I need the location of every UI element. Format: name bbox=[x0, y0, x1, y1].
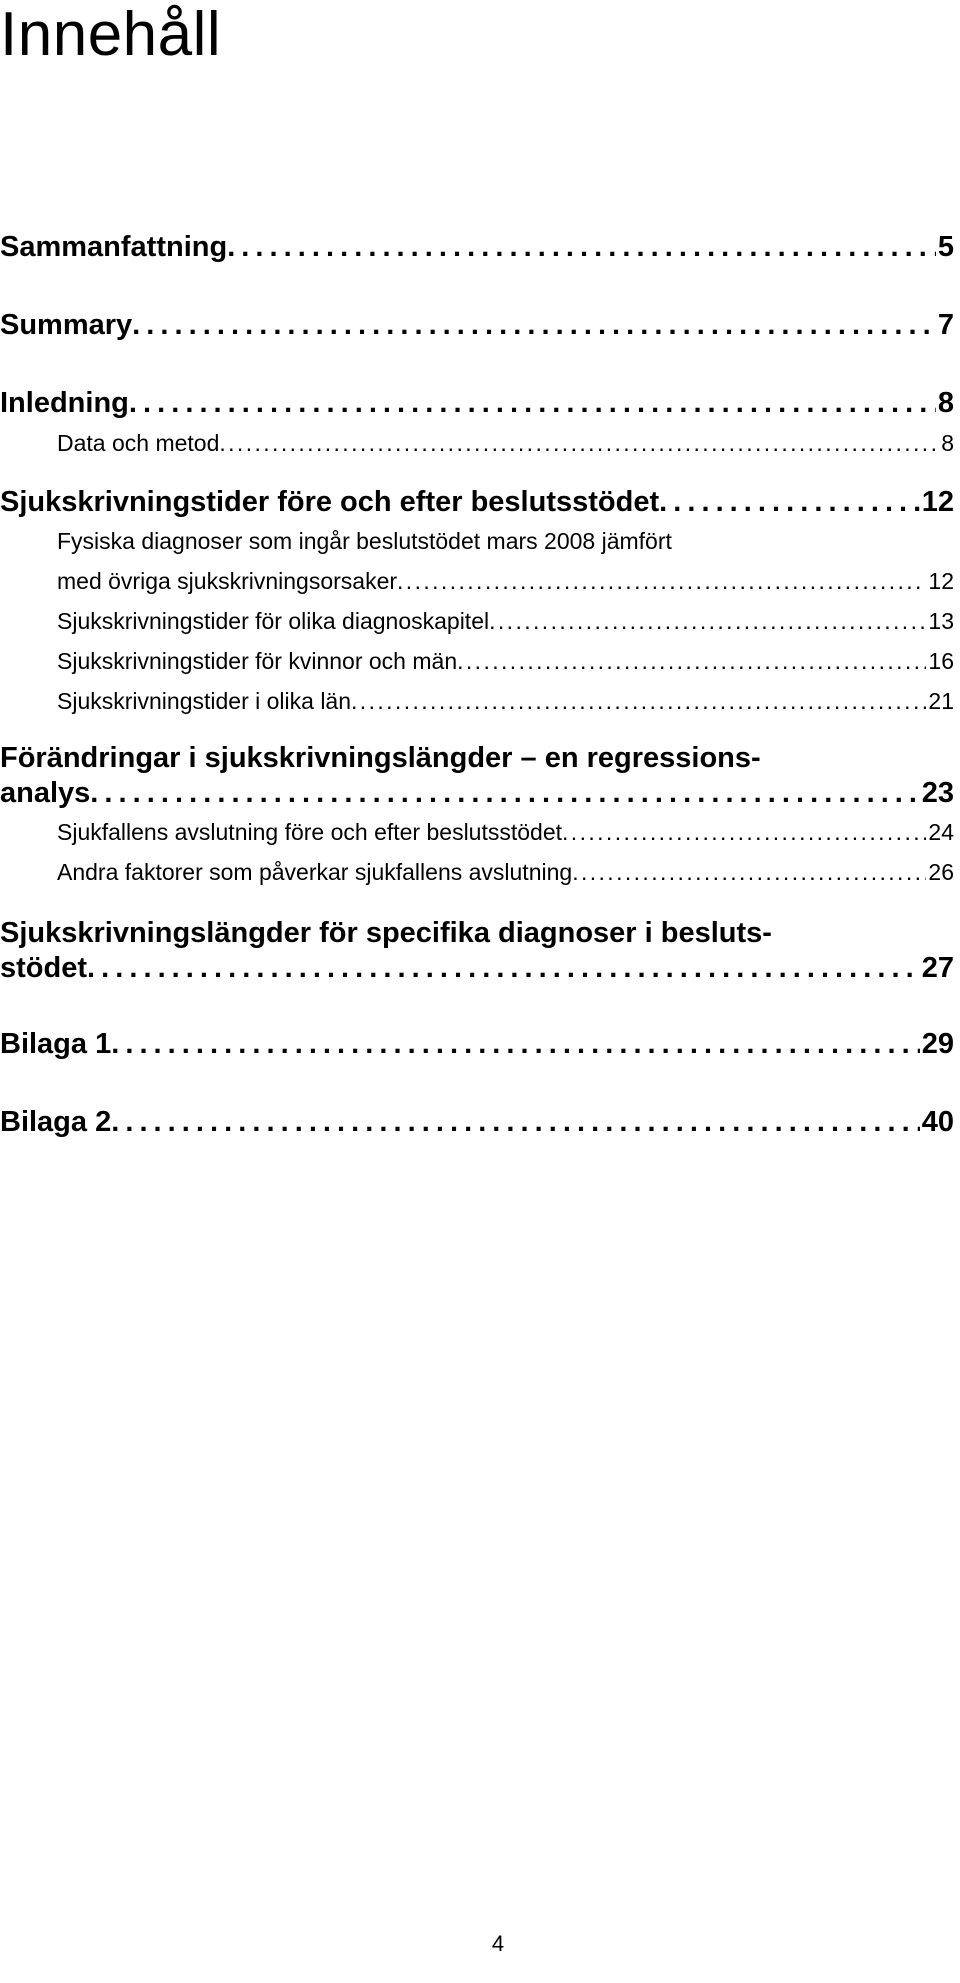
toc-dot-leader bbox=[351, 681, 926, 721]
toc-entry-title-line1: Förändringar i sjukskrivningslängder – en regressions- bbox=[0, 742, 761, 774]
toc-entry-title-line2: stödet bbox=[0, 952, 87, 984]
toc-page-number: 7 bbox=[937, 309, 954, 341]
table-of-contents bbox=[0, 230, 954, 1140]
toc-entry-sammanfattning[interactable] bbox=[0, 230, 954, 265]
toc-entry-title-line2: med övriga sjukskrivningsorsaker bbox=[57, 568, 398, 594]
toc-dot-leader bbox=[111, 1027, 920, 1062]
toc-entry-data-och-metod[interactable] bbox=[0, 423, 954, 463]
toc-dot-leader bbox=[87, 951, 920, 986]
toc-entry-inledning[interactable] bbox=[0, 386, 954, 421]
toc-dot-leader bbox=[219, 423, 939, 463]
toc-entry-title-line2: analys bbox=[0, 777, 91, 809]
toc-page-number: 29 bbox=[921, 1028, 954, 1060]
toc-entry-title: Sjukskrivningstider för olika diagnoskapitel bbox=[57, 608, 490, 634]
toc-page-number: 5 bbox=[937, 231, 954, 263]
toc-page-number: 26 bbox=[928, 859, 954, 885]
toc-entry-summary[interactable] bbox=[0, 308, 954, 343]
toc-page-number: 12 bbox=[928, 568, 954, 594]
toc-entry-specifika-diagnoser[interactable] bbox=[0, 916, 954, 986]
toc-entry-sjukskrivningstider-fore-efter[interactable] bbox=[0, 485, 954, 520]
toc-page-number: 24 bbox=[928, 819, 954, 845]
toc-entry-forandringar-regressionsanalys[interactable] bbox=[0, 741, 954, 811]
toc-page-number: 8 bbox=[941, 430, 954, 456]
toc-page-number: 23 bbox=[921, 777, 954, 809]
toc-entry-title: Sjukfallens avslutning före och efter beslutsstödet bbox=[57, 819, 563, 845]
toc-entry-title: Sjukskrivningstider för kvinnor och män bbox=[57, 648, 458, 674]
toc-entry-andra-faktorer[interactable] bbox=[0, 852, 954, 892]
toc-dot-leader bbox=[489, 601, 926, 641]
toc-page-number: 16 bbox=[928, 648, 954, 674]
toc-entry-title: Inledning bbox=[0, 387, 129, 419]
toc-entry-olika-lan[interactable] bbox=[0, 681, 954, 721]
toc-dot-leader bbox=[659, 485, 920, 520]
toc-entry-title: Sjukskrivningstider före och efter beslutsstödet bbox=[0, 486, 660, 518]
toc-entry-bilaga-1[interactable] bbox=[0, 1027, 954, 1062]
page-title: Innehåll bbox=[0, 0, 222, 69]
toc-page-number: 21 bbox=[928, 688, 954, 714]
toc-entry-fysiska-diagnoser[interactable] bbox=[0, 521, 954, 601]
toc-dot-leader bbox=[562, 812, 926, 852]
toc-entry-title: Summary bbox=[0, 309, 133, 341]
toc-page-number: 13 bbox=[928, 608, 954, 634]
toc-dot-leader bbox=[227, 230, 936, 265]
toc-entry-diagnoskapitel[interactable] bbox=[0, 601, 954, 641]
toc-entry-title: Data och metod bbox=[57, 430, 220, 456]
toc-entry-title-line1: Fysiska diagnoser som ingår beslutstödet mars 2008 jämfört bbox=[57, 528, 672, 554]
toc-entry-kvinnor-och-man[interactable] bbox=[0, 641, 954, 681]
toc-entry-sjukfallens-avslutning[interactable] bbox=[0, 812, 954, 852]
toc-entry-title: Bilaga 1 bbox=[0, 1028, 112, 1060]
toc-entry-title: Bilaga 2 bbox=[0, 1106, 112, 1138]
toc-dot-leader bbox=[90, 776, 919, 811]
toc-entry-title-line1: Sjukskrivningslängder för specifika diagnoser i besluts- bbox=[0, 917, 772, 949]
toc-entry-title: Sjukskrivningstider i olika län bbox=[57, 688, 352, 714]
toc-entry-bilaga-2[interactable] bbox=[0, 1105, 954, 1140]
toc-page-number: 40 bbox=[921, 1106, 954, 1138]
toc-page-number: 12 bbox=[921, 486, 954, 518]
toc-dot-leader bbox=[111, 1105, 920, 1140]
toc-dot-leader bbox=[129, 386, 936, 421]
toc-dot-leader bbox=[457, 641, 926, 681]
toc-entry-title: Andra faktorer som påverkar sjukfallens avslutning bbox=[57, 859, 573, 885]
toc-page-number: 27 bbox=[921, 952, 954, 984]
toc-page-number: 8 bbox=[937, 387, 954, 419]
page-number: 4 bbox=[491, 1931, 505, 1956]
toc-dot-leader bbox=[132, 308, 936, 343]
toc-entry-title: Sammanfattning bbox=[0, 231, 228, 263]
toc-dot-leader bbox=[397, 561, 926, 601]
toc-dot-leader bbox=[572, 852, 926, 892]
